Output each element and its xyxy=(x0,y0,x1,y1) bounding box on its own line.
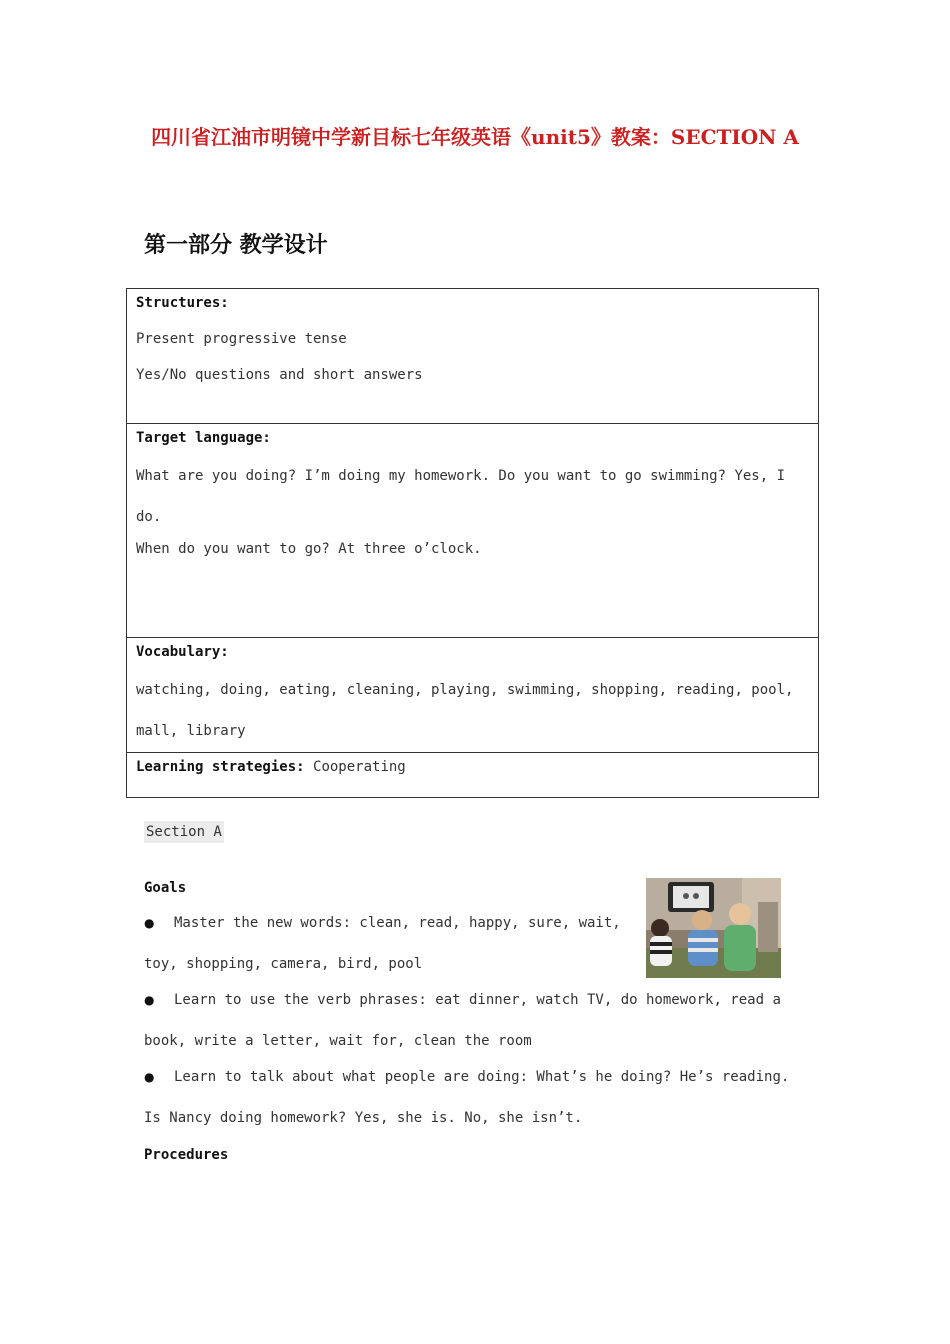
part-heading: 第一部分 教学设计 xyxy=(144,233,328,258)
bullet-icon: ● xyxy=(144,1070,155,1084)
learning-strategies-value: Cooperating xyxy=(313,759,406,775)
table-row-structures xyxy=(127,289,819,424)
vocabulary-cell xyxy=(127,638,819,753)
procedures-heading: Procedures xyxy=(144,1147,229,1163)
table-row-learning-strategies xyxy=(127,753,819,798)
structures-label: Structures: xyxy=(136,295,229,311)
children-watching-tv-photo xyxy=(646,878,781,978)
structures-cell xyxy=(127,289,819,424)
learning-strategies-cell xyxy=(127,753,819,798)
goal-item xyxy=(144,903,634,985)
vocabulary-text: watching, doing, eating, cleaning, playing, swimming, shopping, reading, pool, mall, library xyxy=(136,682,794,739)
goal-text: Master the new words: clean, read, happy, sure, wait, toy, shopping, camera, bird, pool xyxy=(144,915,621,972)
section-tag: Section A xyxy=(144,821,224,843)
target-language-label: Target language: xyxy=(136,430,271,446)
target-language-cell xyxy=(127,424,819,638)
structures-line: Yes/No questions and short answers xyxy=(136,367,423,383)
goal-text: Learn to talk about what people are doing: What’s he doing? He’s reading. Is Nancy doing homework? Yes, she is. No, she isn’t. xyxy=(144,1069,790,1126)
table-row-target-language xyxy=(127,424,819,638)
table-row-vocabulary xyxy=(127,638,819,753)
goals-heading: Goals xyxy=(144,880,187,896)
goal-item xyxy=(144,1057,814,1139)
bullet-icon: ● xyxy=(144,993,155,1007)
document-title: 四川省江油市明镜中学新目标七年级英语《unit5》教案：SECTION A xyxy=(151,125,799,149)
learning-strategies-label: Learning strategies: xyxy=(136,759,305,775)
goal-item xyxy=(144,980,814,1062)
goal-text: Learn to use the verb phrases: eat dinner, watch TV, do homework, read a book, write a letter, wait for, clean the room xyxy=(144,992,781,1049)
teaching-design-table xyxy=(126,288,819,798)
structures-line: Present progressive tense xyxy=(136,331,347,347)
target-language-line: What are you doing? I’m doing my homework. Do you want to go swimming? Yes, I do. xyxy=(136,468,786,525)
target-language-line: When do you want to go? At three o’clock. xyxy=(136,541,482,557)
bullet-icon: ● xyxy=(144,916,155,930)
vocabulary-label: Vocabulary: xyxy=(136,644,229,660)
